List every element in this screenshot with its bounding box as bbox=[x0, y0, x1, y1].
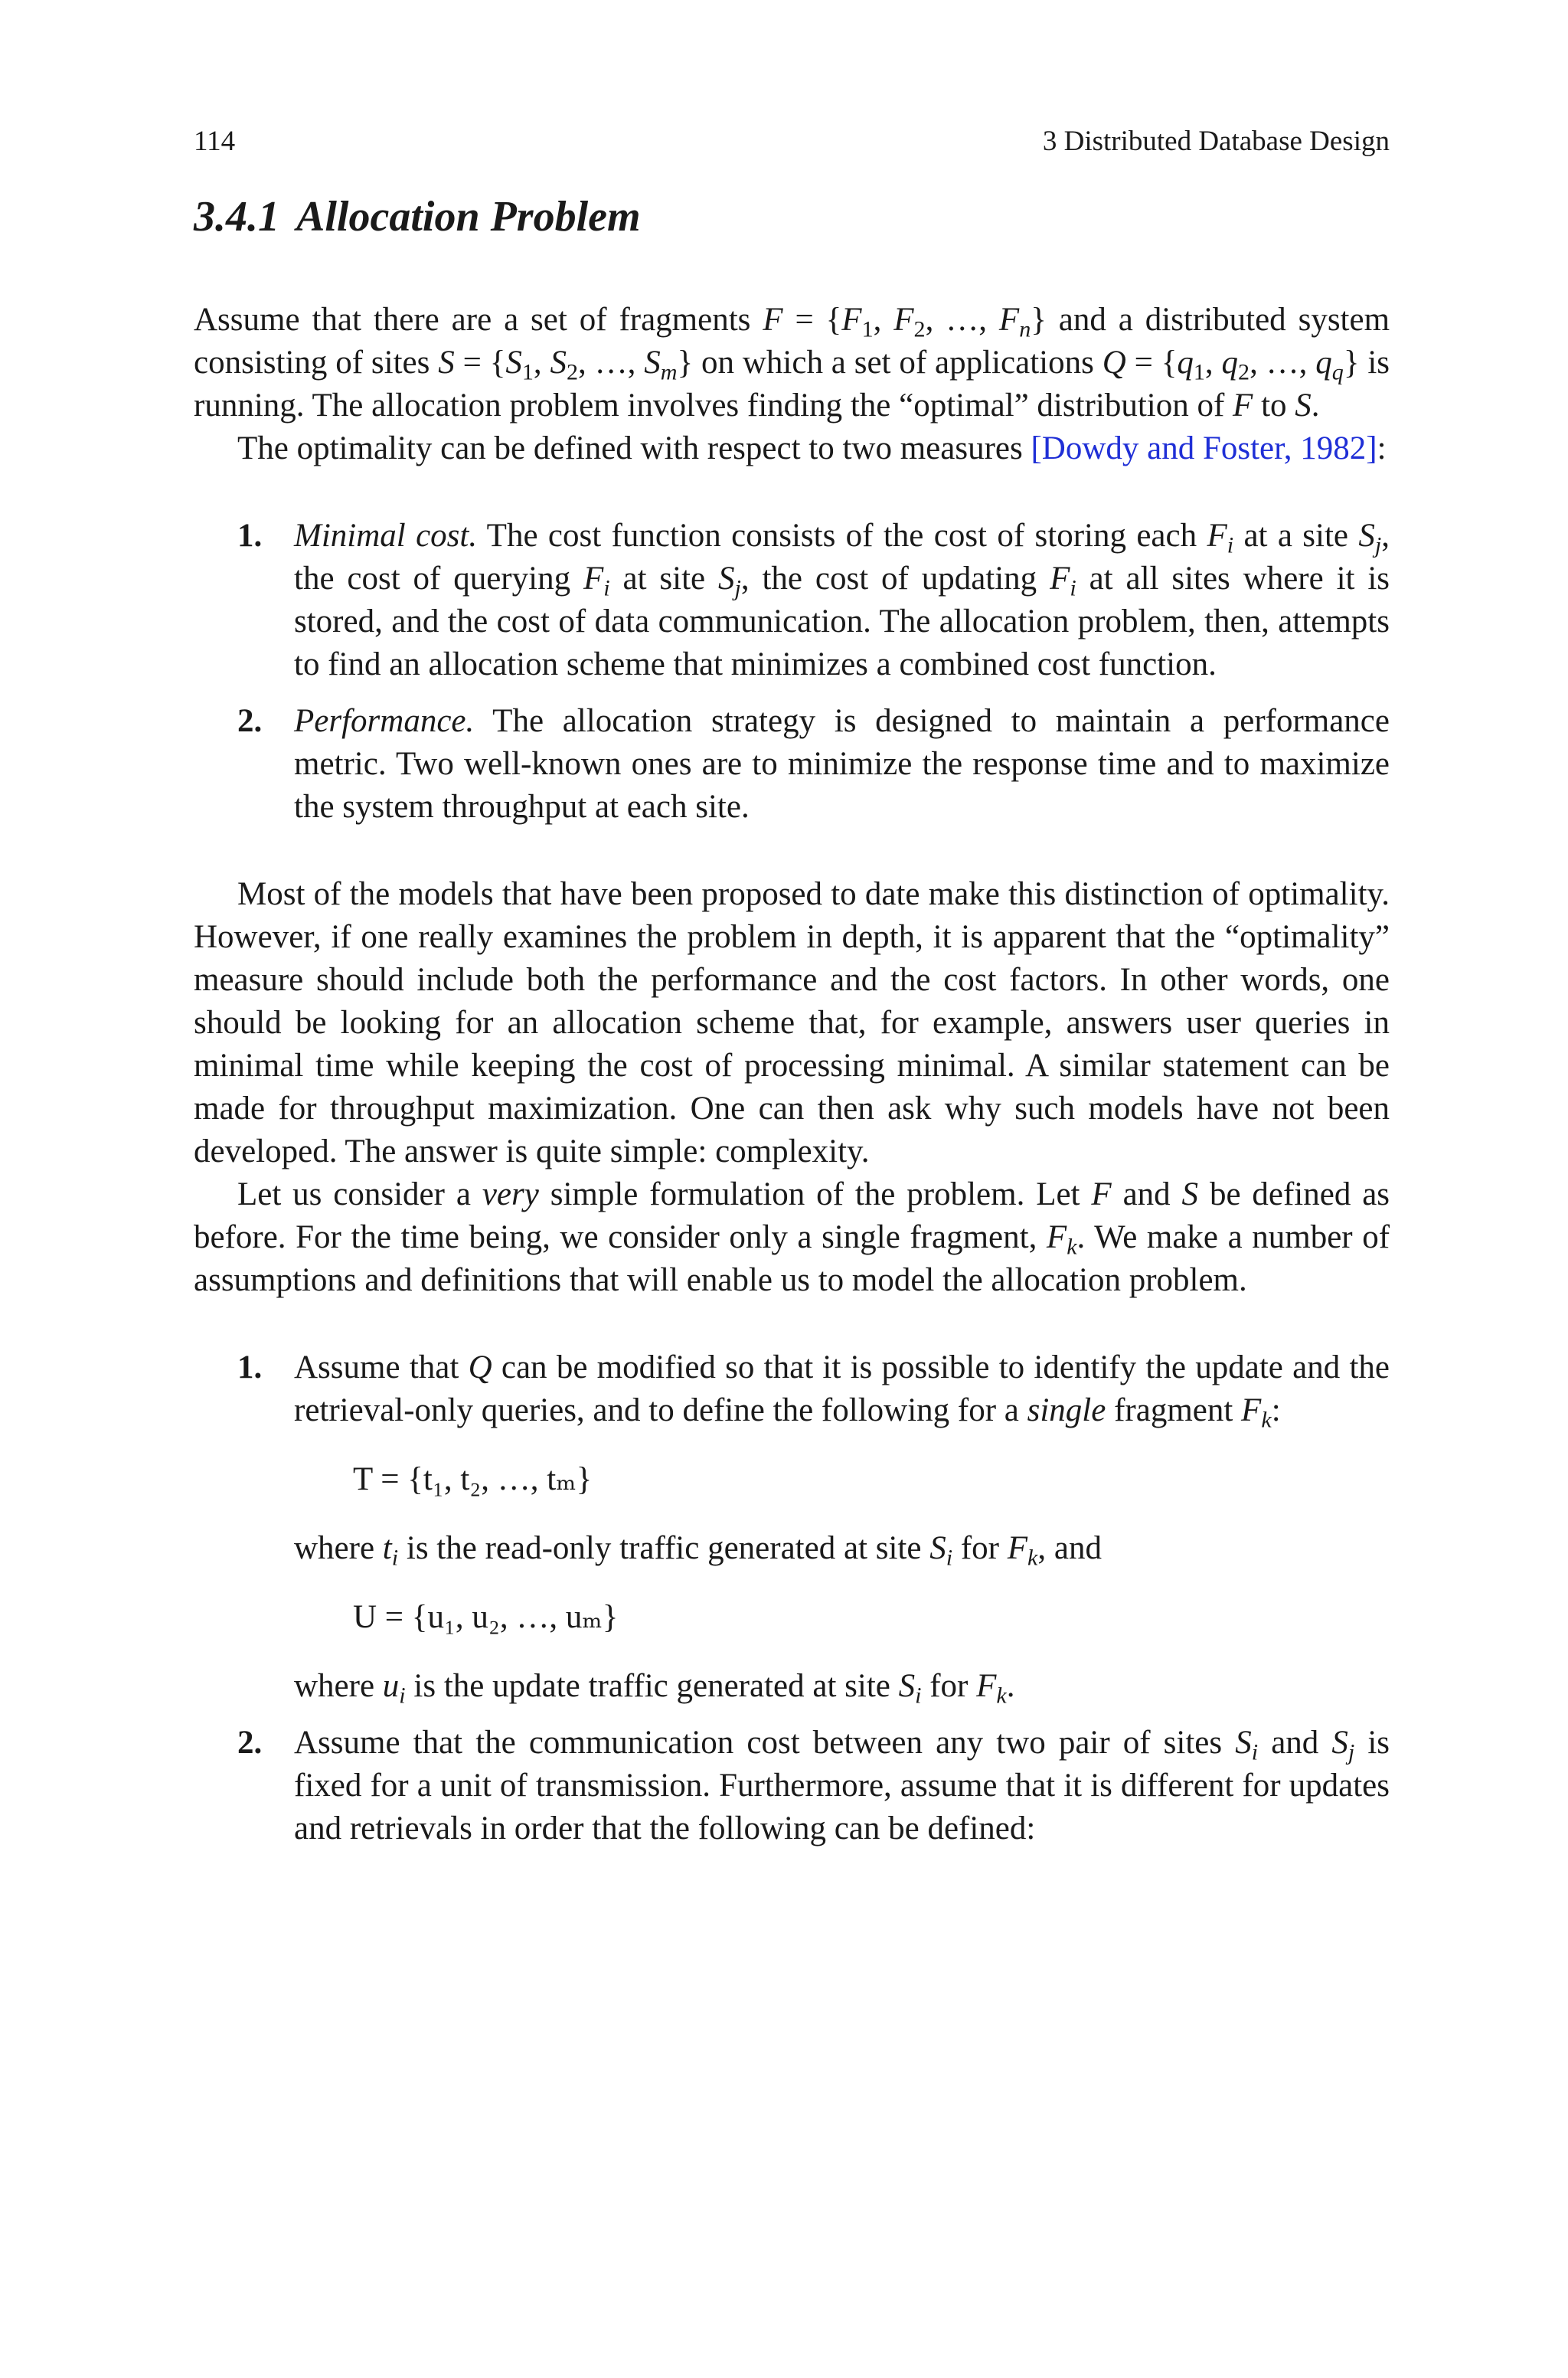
list-marker: 1. bbox=[237, 518, 263, 554]
term-performance: Performance. bbox=[294, 703, 475, 739]
term-minimal-cost: Minimal cost. bbox=[294, 518, 478, 554]
body-text bbox=[194, 299, 1390, 1864]
assumptions-list bbox=[194, 1346, 1390, 1850]
chapter-title: 3 Distributed Database Design bbox=[1042, 126, 1390, 157]
list-item: 1. Minimal cost. The cost function consists of the cost of storing each $F_i$ at a site $S_j$, the cost of querying $F_i$ at site $S_j$, the cost of updating $F_i$ at all sites where it is stored, and the cost of data communication. The allocation problem, then, attempts to find an allocation scheme that minimizes a combined cost function. bbox=[194, 515, 1390, 686]
paragraph-4: Let us consider a very simple formulation of the problem. Let F and S be defined as before. For the time being, we consider only a single fragment, $F_k$. We make a number of assumptions and definitions that will enable us to model the allocation problem. bbox=[194, 1176, 1390, 1298]
section-title: Allocation Problem bbox=[296, 193, 641, 240]
section-number: 3.4.1 bbox=[194, 193, 279, 240]
page-number: 114 bbox=[194, 126, 236, 157]
paragraph-3: Most of the models that have been proposed to date make this distinction of optimality. However, if one really examines the problem in depth, it is apparent that the “optimality” measure should include both the performance and the cost factors. In other words, one should be looking for an allocation scheme that, for example, answers user queries in minimal time while keeping the cost of processing minimal. A similar statement can be made for throughput maximization. One can then ask why such models have not been developed. The answer is quite simple: complexity. bbox=[194, 876, 1390, 1169]
list-marker: 2. bbox=[237, 1725, 263, 1761]
citation-link[interactable]: [Dowdy and Foster, 1982] bbox=[1031, 430, 1377, 466]
paragraph-2: The optimality can be defined with respect to two measures [Dowdy and Foster, 1982]: bbox=[237, 430, 1387, 466]
list-marker: 2. bbox=[237, 703, 263, 739]
section-heading bbox=[194, 190, 641, 244]
running-head bbox=[194, 123, 1390, 161]
equation-U: U = {u₁, u₂, …, uₘ} bbox=[353, 1599, 619, 1635]
optimality-measures-list bbox=[194, 515, 1390, 829]
paragraph-1: Assume that there are a set of fragments $F = \{F_1$, $F_2$, …, $F_n$} and a distributed system consisting of sites $S = \{S_1$, $S_2$, …, $S_m$} on which a set of applications $Q = \{q_1$, $q_2$, …, $q_q$} is running. The allocation problem involves finding the “optimal” distribution of F to S. bbox=[194, 302, 1390, 424]
list-item: 1. Assume that Q can be modified so that it is possible to identify the update and the retrieval-only queries, and to define the following for a single fragment $F_k$: T = {t₁, t₂, …, tₘ} where $t_i$ is the read-only traffic generated at site $S_i$ for $F_k$, and U = {u₁, u₂, …, uₘ} where $u_i$ is the update traffic generated at site $S_i$ for $F_k$. bbox=[194, 1346, 1390, 1708]
list-marker: 1. bbox=[237, 1349, 263, 1385]
list-item: 2. Assume that the communication cost between any two pair of sites $S_i$ and $S_j$ is fixed for a unit of transmission. Furthermore, assume that it is different for updates and retrievals in order that the following can be defined: bbox=[194, 1722, 1390, 1850]
equation-T: T = {t₁, t₂, …, tₘ} bbox=[353, 1461, 593, 1497]
list-item: 2. Performance. The allocation strategy is designed to maintain a performance metric. Two well-known ones are to minimize the response time and to maximize the system throughput at each site. bbox=[194, 700, 1390, 829]
